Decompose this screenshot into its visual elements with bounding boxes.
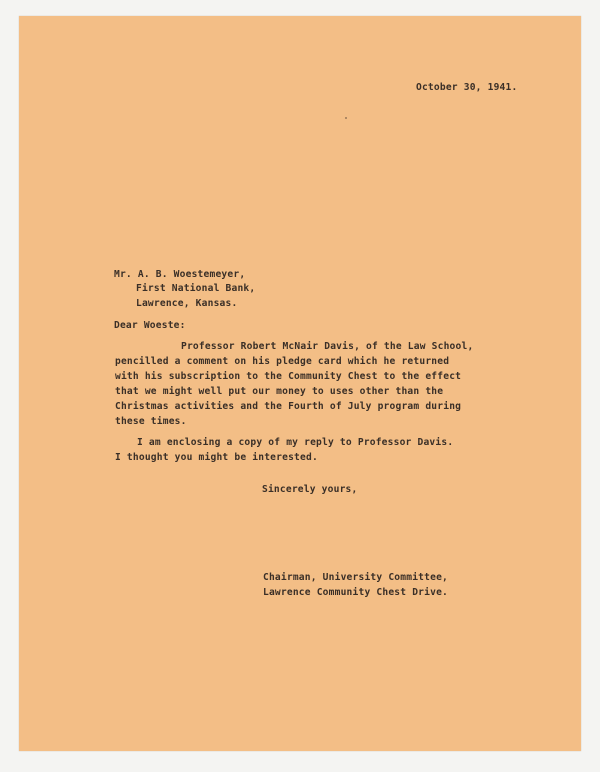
signature-line-1: Chairman, University Committee, [263, 572, 449, 583]
paragraph-1-line-2: pencilled a comment on his pledge card which he returned [115, 356, 450, 367]
signature-line-2: Lawrence Community Chest Drive. [263, 587, 449, 598]
letter-date: October 30, 1941. [416, 82, 518, 93]
paragraph-1-line-4: that we might well put our money to uses other than the [115, 386, 444, 397]
letter-page [19, 16, 581, 751]
paragraph-2-line-2: I thought you might be interested. [115, 452, 318, 463]
recipient-line-2: First National Bank, [136, 283, 256, 294]
paragraph-1-line-6: these times. [115, 416, 187, 427]
closing: Sincerely yours, [262, 484, 358, 495]
recipient-line-3: Lawrence, Kansas. [136, 298, 238, 309]
paragraph-1-line-5: Christmas activities and the Fourth of July program during [115, 401, 462, 412]
paper-speck [345, 117, 347, 119]
paragraph-1-line-3: with his subscription to the Community Chest to the effect [115, 371, 462, 382]
salutation: Dear Woeste: [114, 320, 186, 331]
paragraph-1-line-1: Professor Robert McNair Davis, of the Law School, [181, 341, 474, 352]
paragraph-2-line-1: I am enclosing a copy of my reply to Professor Davis. [137, 437, 454, 448]
recipient-line-1: Mr. A. B. Woestemeyer, [114, 269, 246, 280]
